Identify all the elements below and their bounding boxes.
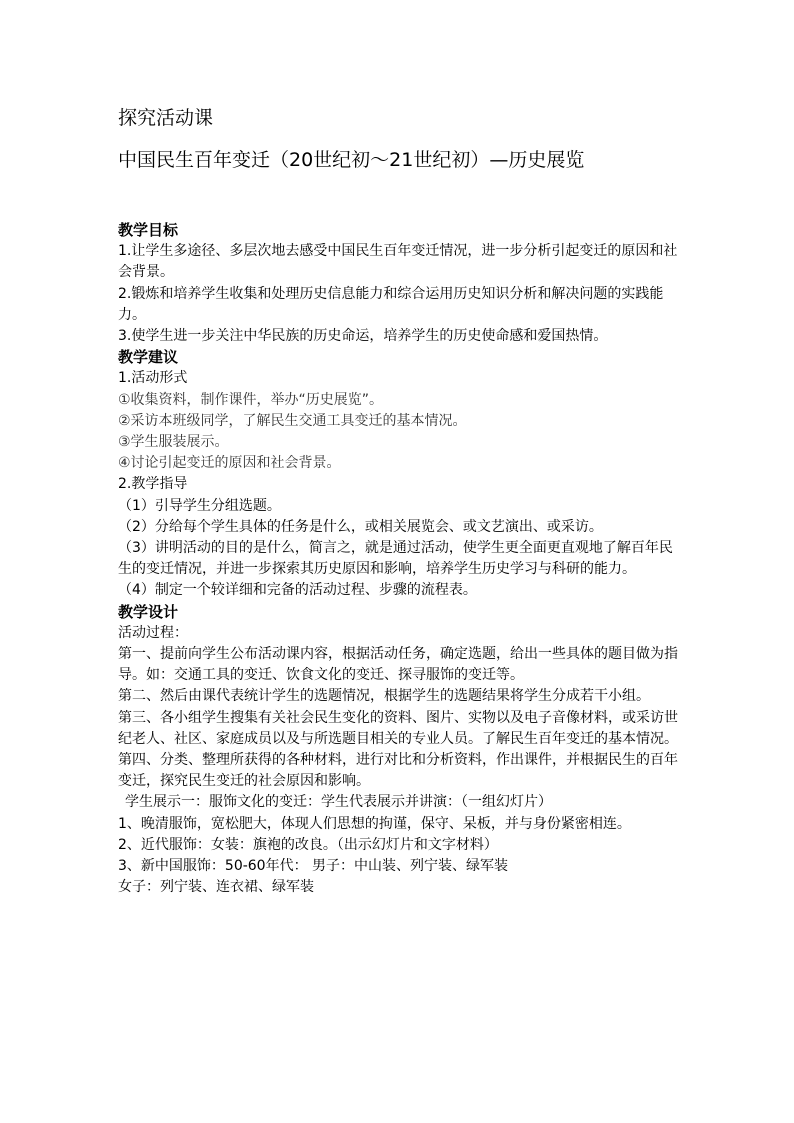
section-heading: 教学目标 bbox=[118, 221, 179, 239]
paragraph: 第二、然后由课代表统计学生的选题情况，根据学生的选题结果将学生分成若干小组。 bbox=[118, 688, 650, 705]
section-heading: 教学设计 bbox=[118, 602, 179, 621]
paragraph: 1.让学生多途径、多层次地去感受中国民生百年变迁情况，进一步分析引起变迁的原因和社会背景。 bbox=[118, 243, 678, 281]
paragraph: 女子：列宁装、连衣裙、绿军装 bbox=[118, 879, 314, 896]
paragraph: 2.锻炼和培养学生收集和处理历史信息能力和综合运用历史知识分析和解决问题的实践能力。 bbox=[118, 285, 664, 323]
paragraph: 2、近代服饰：女装：旗袍的改良。（出示幻灯片和文字材料） bbox=[118, 836, 498, 853]
paragraph: 2.教学指导 bbox=[118, 476, 188, 493]
list-item: ③学生服装展示。 bbox=[118, 434, 229, 451]
document-main-title: 中国民生百年变迁（20世纪初～21世纪初）—历史展览 bbox=[118, 149, 585, 171]
paragraph: 3、新中国服饰：50-60年代： 男子：中山装、列宁装、绿军装 bbox=[118, 858, 509, 875]
paragraph: 3.使学生进一步关注中华民族的历史命运，培养学生的历史使命感和爱国热情。 bbox=[118, 328, 608, 345]
paragraph: 第一、提前向学生公布活动课内容，根据活动任务，确定选题，给出一些具体的题目做为指导。如：交通工具的变迁、饮食文化的变迁、探寻服饰的变迁等。 bbox=[118, 646, 678, 684]
list-item: ②采访本班级同学，了解民生交通工具变迁的基本情况。 bbox=[118, 412, 467, 429]
list-item: （1）引导学生分组选题。 bbox=[118, 497, 281, 514]
paragraph: 学生展示一：服饰文化的变迁：学生代表展示并讲演：（一组幻灯片） bbox=[125, 794, 552, 811]
document-body bbox=[118, 220, 678, 899]
document-category-title: 探究活动课 bbox=[118, 107, 214, 129]
list-item: ④讨论引起变迁的原因和社会背景。 bbox=[118, 455, 341, 472]
paragraph: 1、晚清服饰，宽松肥大，体现人们思想的拘谨，保守、呆板，并与身份紧密相连。 bbox=[118, 815, 631, 832]
paragraph: 第三、各小组学生搜集有关社会民生变化的资料、图片、实物以及电子音像材料，或采访世纪老人、社区、家庭成员以及与所选题目相关的专业人员。了解民生百年变迁的基本情况。 bbox=[118, 709, 678, 747]
list-item: ①收集资料，制作课件，举办“历史展览”。 bbox=[118, 391, 384, 408]
list-item: （4）制定一个较详细和完备的活动过程、步骤的流程表。 bbox=[118, 582, 477, 599]
list-item: （3）讲明活动的目的是什么，简言之，就是通过活动，使学生更全面更直观地了解百年民生的变迁情况，并进一步探索其历史原因和影响，培养学生历史学习与科研的能力。 bbox=[118, 540, 673, 578]
paragraph: 1.活动形式 bbox=[118, 370, 188, 387]
section-heading: 教学建议 bbox=[118, 348, 179, 367]
paragraph: 活动过程： bbox=[118, 624, 188, 641]
paragraph: 第四、分类、整理所获得的各种材料，进行对比和分析资料，作出课件，并根据民生的百年变迁，探究民生变迁的社会原因和影响。 bbox=[118, 752, 678, 790]
list-item: （2）分给每个学生具体的任务是什么，或相关展览会、或文艺演出、或采访。 bbox=[118, 518, 603, 535]
